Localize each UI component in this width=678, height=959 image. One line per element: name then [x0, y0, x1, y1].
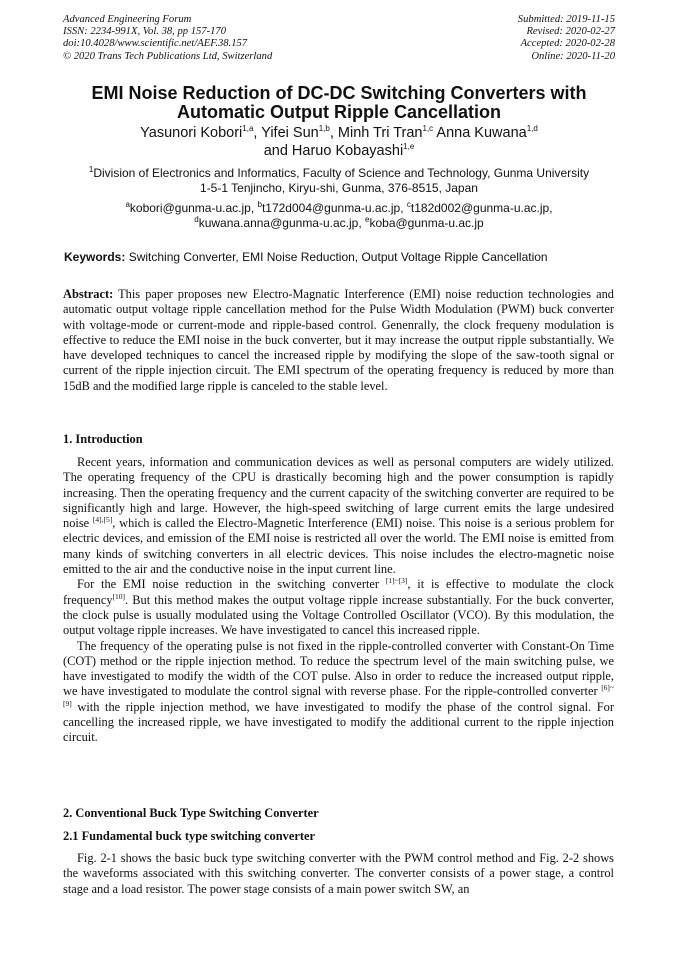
paragraph: The frequency of the operating pulse is not fixed in the ripple-controlled converter with Constant-On Time (COT) method or the ripple injection method. To reduce the spectrum level of the main switching pulse, we have investigated to modify the width of the COT pulse. Also in order to reduce the increased output ripple, we have investigated to modulate the control signal with reverse phase. For the ripple-controlled converter [6]~[9] with the ripple injection method, we have investigated to modify the phase of the control signal. For cancelling the increased ripple, we have investigated to modify the additional current to the ripple injection circuit.: [63, 638, 614, 745]
online-date: Online: 2020-11-20: [531, 50, 615, 62]
citation: [6]~[9]: [63, 683, 614, 708]
keywords-text: Switching Converter, EMI Noise Reduction, Output Voltage Ripple Cancellation: [128, 250, 548, 264]
citation: [10]: [112, 591, 126, 601]
author-sup: 1,b: [318, 124, 330, 134]
title-line-2: Automatic Output Ripple Cancellation: [176, 102, 501, 122]
accepted-date: Accepted: 2020-02-28: [520, 38, 615, 50]
journal-info: [63, 14, 272, 63]
author-sup: 1,c: [422, 124, 434, 134]
paragraph: Fig. 2-1 shows the basic buck type switching converter with the PWM control method and Fig. 2-2 shows the waveforms associated with this switching converter. The converter consists of a power stage, a control stage and a load resistor. The power stage consists of a main power switch SW, an: [63, 851, 614, 896]
keywords: [64, 250, 624, 265]
keywords-label: Keywords:: [64, 250, 126, 264]
authors-line-1: Yasunori Kobori$^{1,a}$, Yifei Sun$^{1,b}$, Minh Tri Tran$^{1,c}$ Anna Kuwana$^{1,d}$: [140, 124, 538, 141]
section-heading-conventional: 2. Conventional Buck Type Switching Converter: [63, 806, 319, 820]
title-line-1: EMI Noise Reduction of DC-DC Switching Converters with: [91, 83, 587, 103]
publication-dates: [518, 14, 615, 63]
journal-name: Advanced Engineering Forum: [63, 14, 192, 25]
author-name: and Haruo Kobayashi: [263, 143, 404, 159]
doi-line: doi:10.4028/www.scientific.net/AEF.38.157: [63, 38, 248, 50]
issn-line: ISSN: 2234-991X, Vol. 38, pp 157-170: [63, 26, 227, 38]
author-name: Yasunori Kobori: [140, 125, 243, 141]
subsection-heading: 2.1 Fundamental buck type switching converter: [63, 829, 315, 843]
affiliation-line-1: Division of Electronics and Informatics, Faculty of Science and Technology, Gunma University: [93, 166, 590, 180]
section-heading-introduction: 1. Introduction: [63, 432, 143, 446]
affiliation: [40, 166, 638, 196]
author-name: Anna Kuwana: [436, 125, 527, 141]
abstract-label: Abstract:: [63, 287, 114, 301]
revised-date: Revised: 2020-02-27: [526, 26, 615, 38]
affiliation-sup: 1: [88, 165, 94, 174]
author-name: Minh Tri Tran: [337, 125, 423, 141]
authors-line-2: [40, 142, 638, 160]
author-list: [40, 124, 638, 160]
copyright-line: © 2020 Trans Tech Publications Ltd, Switzerland: [63, 50, 273, 62]
email-link[interactable]: t172d004@gunma-u.ac.jp: [261, 201, 401, 215]
citation: [4],[5]: [92, 515, 113, 525]
submitted-date: Submitted: 2019-11-15: [517, 14, 615, 25]
author-sup: 1,a: [242, 124, 254, 134]
paper-title: [40, 84, 638, 122]
abstract-text: This paper proposes new Electro-Magnatic Interference (EMI) noise reduction technologies and automatic output voltage ripple cancellation method for the Pulse Width Modulation (PWM) buck converter with voltage-mode or current-mode and ripple-based control. Genenrally, the clock frequeny modulation is effective to reduce the EMI noise in the buck converter, but it may increase the output ripple substantially. We have developed techniques to cancel the increased ripple by modifying the slope of the saw-tooth signal or current of the ripple injection circuit. The EMI spectrum of the operating frequency is reduced by more than 15dB and the modified large ripple is canceled to the stable level.: [63, 287, 615, 393]
email-link[interactable]: kobori@gunma-u.ac.jp: [129, 201, 251, 215]
paragraph: Recent years, information and communication devices as well as personal computers are widely utilized. The operating frequency of the CPU is drastically becoming high and the power consumption is rapidly increasing. Then the operating frequency and the current capacity of the switching converter are required to be significantly high and large. However, the high-speed switching of large current emits the large undesired noise [4],[5], which is called the Electro-Magnetic Interference (EMI) noise. This noise is a serious problem for electric devices, and emission of the EMI noise is restricted all over the world. The EMI noise is emitted from many kinds of switching converters in all electric devices. This noise includes the electro-magnetic noise emitted to the air and the conductive noise in the input current line.: [63, 455, 614, 577]
author-name: Yifei Sun: [261, 125, 319, 141]
author-sup: 1,d: [526, 124, 538, 134]
introduction-body: [63, 455, 614, 746]
section2-body: [63, 851, 614, 897]
email-link[interactable]: kuwana.anna@gunma-u.ac.jp: [198, 216, 359, 230]
email-link[interactable]: koba@gunma-u.ac.jp: [369, 216, 484, 230]
citation: [1]~[3]: [385, 576, 408, 586]
author-sup: 1,e: [403, 142, 415, 152]
email-link[interactable]: t182d002@gunma-u.ac.jp: [410, 201, 550, 215]
affiliation-line-2: 1-5-1 Tenjincho, Kiryu-shi, Gunma, 376-8515, Japan: [200, 181, 478, 195]
abstract: [63, 287, 614, 394]
email-list: $^a$kobori@gunma-u.ac.jp, $^b$t172d004@gunma-u.ac.jp, $^c$t182d002@gunma-u.ac.jp, $^d$kuwana.anna@gunma-u.ac.jp, $^e$koba@gunma-u.ac.jp: [125, 200, 553, 230]
paragraph: For the EMI noise reduction in the switching converter [1]~[3], it is effective to modulate the clock frequency[10]. But this method makes the output voltage ripple increase substantially. For the buck converter, the clock pulse is usually modulated using the Voltage Controlled Oscillator (VCO). By this modulation, the output voltage ripple increases. We have investigated to cancel this increased ripple.: [63, 576, 614, 638]
